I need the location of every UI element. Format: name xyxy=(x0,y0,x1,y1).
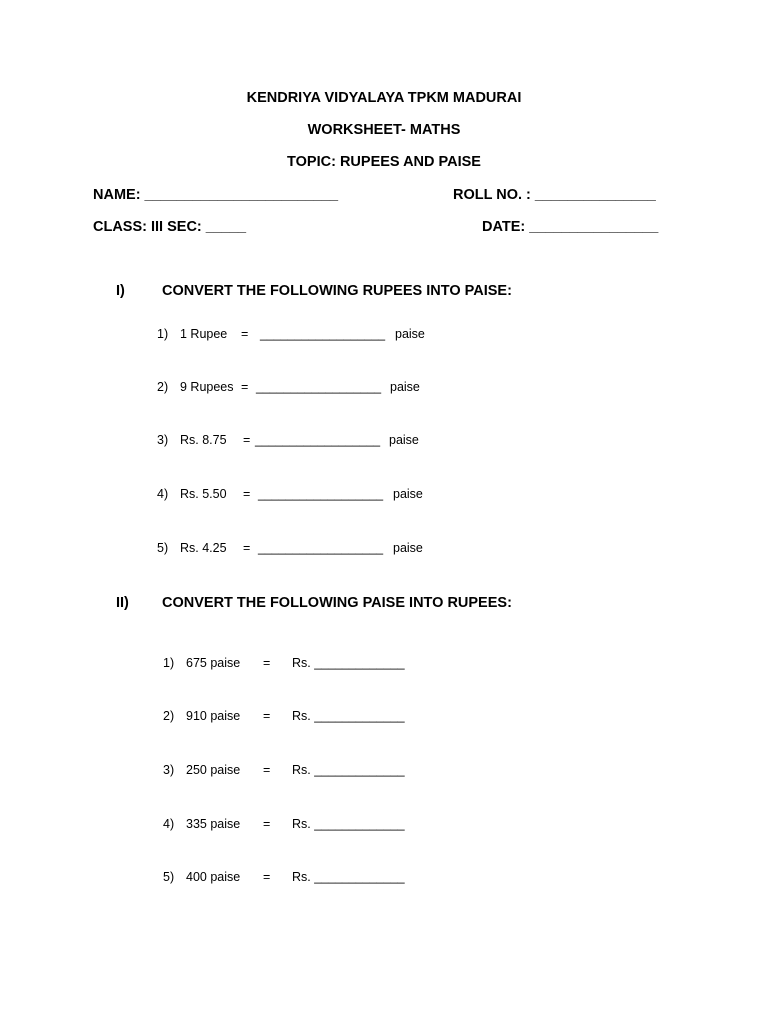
s1-q2-equals: = xyxy=(241,380,249,394)
s2-q1-answer: Rs. _____________ xyxy=(292,656,405,670)
s2-q4-equals: = xyxy=(263,817,271,831)
s1-q3-unit: paise xyxy=(389,433,419,447)
s2-q2-equals: = xyxy=(263,709,271,723)
section-2-title: CONVERT THE FOLLOWING PAISE INTO RUPEES: xyxy=(162,595,512,611)
worksheet-title: WORKSHEET- MATHS xyxy=(307,122,461,138)
s2-q4-answer: Rs. _____________ xyxy=(292,817,405,831)
s2-q1-equals: = xyxy=(263,656,271,670)
s1-q1-lhs: 1 Rupee xyxy=(180,327,228,341)
s1-q3-lhs: Rs. 8.75 xyxy=(180,433,227,447)
s1-q5-equals: = xyxy=(243,541,251,555)
s2-q3-answer: Rs. _____________ xyxy=(292,763,405,777)
class-section-field: CLASS: III SEC: _____ xyxy=(93,219,247,235)
s1-q2-unit: paise xyxy=(390,380,420,394)
s2-q3-equals: = xyxy=(263,763,271,777)
s1-q5-answer-blank: __________________ xyxy=(258,541,384,555)
s1-q3-equals: = xyxy=(243,433,251,447)
s1-q5-lhs: Rs. 4.25 xyxy=(180,541,227,555)
s1-q3-answer-blank: __________________ xyxy=(255,433,381,447)
school-name: KENDRIYA VIDYALAYA TPKM MADURAI xyxy=(246,90,522,106)
s2-q3-number: 3) xyxy=(163,763,175,777)
s1-q5-number: 5) xyxy=(157,541,169,555)
s2-q3-lhs: 250 paise xyxy=(186,763,241,777)
s1-q4-number: 4) xyxy=(157,487,169,501)
s2-q4-number: 4) xyxy=(163,817,175,831)
s2-q1-lhs: 675 paise xyxy=(186,656,241,670)
s1-q2-answer-blank: __________________ xyxy=(256,380,382,394)
s1-q2-number: 2) xyxy=(157,380,169,394)
s1-q4-answer-blank: __________________ xyxy=(258,487,384,501)
s2-q5-number: 5) xyxy=(163,870,175,884)
s1-q1-number: 1) xyxy=(157,327,169,341)
s1-q1-answer-blank: __________________ xyxy=(260,327,386,341)
s2-q2-answer: Rs. _____________ xyxy=(292,709,405,723)
topic-title: TOPIC: RUPEES AND PAISE xyxy=(287,154,481,170)
s1-q4-equals: = xyxy=(243,487,251,501)
roll-number-field: ROLL NO. : _______________ xyxy=(453,187,656,203)
s1-q4-lhs: Rs. 5.50 xyxy=(180,487,227,501)
s1-q1-equals: = xyxy=(241,327,249,341)
section-2-number: II) xyxy=(116,595,129,611)
date-field: DATE: ________________ xyxy=(482,219,659,235)
section-1-number: I) xyxy=(116,283,125,299)
s2-q1-number: 1) xyxy=(163,656,175,670)
s2-q2-number: 2) xyxy=(163,709,175,723)
s2-q4-lhs: 335 paise xyxy=(186,817,241,831)
s1-q1-unit: paise xyxy=(395,327,425,341)
s2-q5-answer: Rs. _____________ xyxy=(292,870,405,884)
s2-q5-lhs: 400 paise xyxy=(186,870,241,884)
s1-q4-unit: paise xyxy=(393,487,423,501)
name-field: NAME: ________________________ xyxy=(93,187,339,203)
s2-q2-lhs: 910 paise xyxy=(186,709,241,723)
s1-q2-lhs: 9 Rupees xyxy=(180,380,234,394)
section-1-title: CONVERT THE FOLLOWING RUPEES INTO PAISE: xyxy=(162,283,512,299)
s1-q3-number: 3) xyxy=(157,433,169,447)
s2-q5-equals: = xyxy=(263,870,271,884)
s1-q5-unit: paise xyxy=(393,541,423,555)
